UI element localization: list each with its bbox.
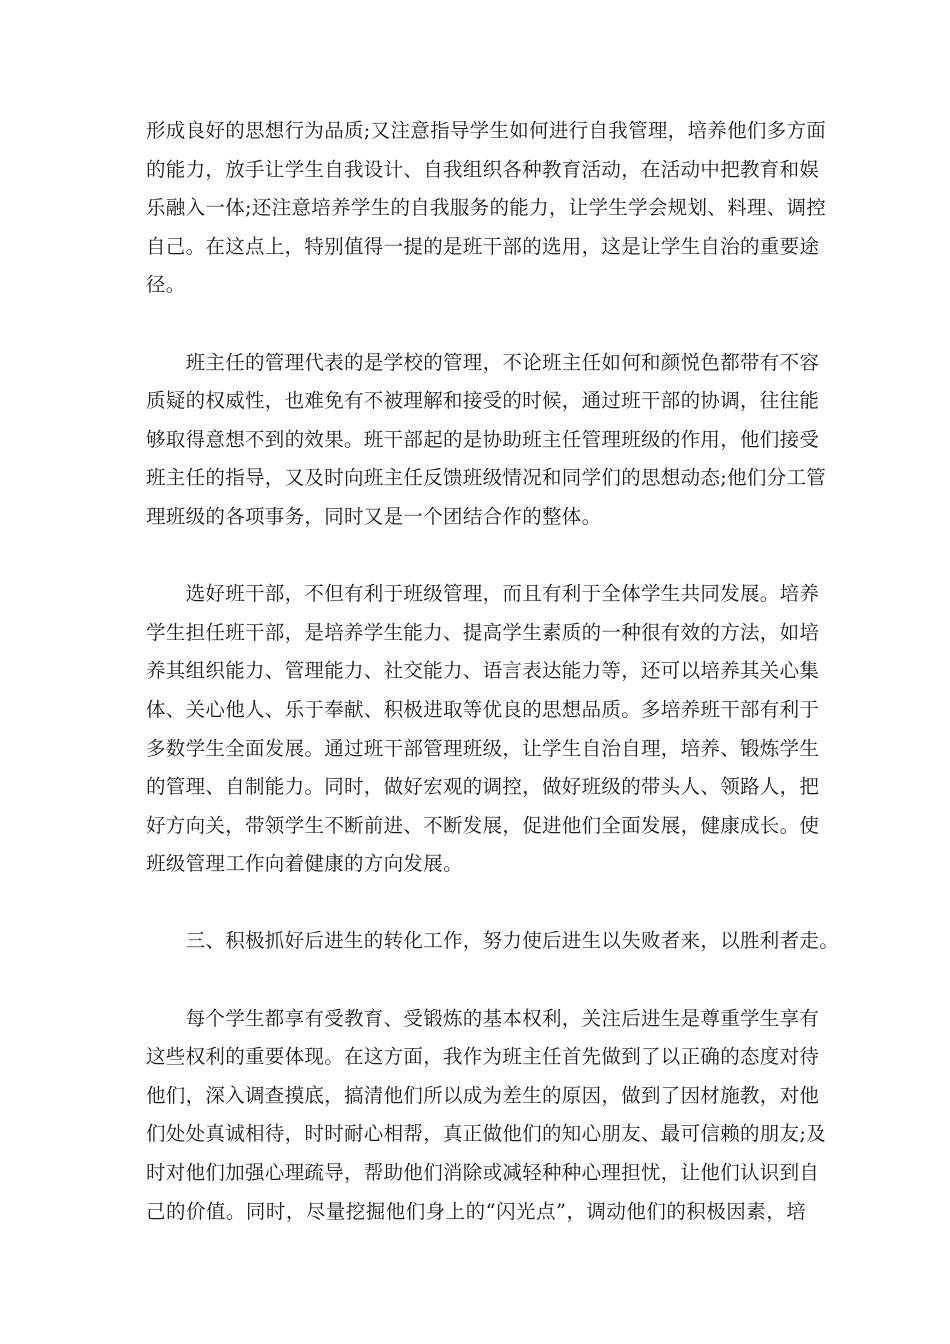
text-line: 班主任的指导，又及时向班主任反馈班级情况和同学们的思想动态;他们分工管: [146, 466, 827, 490]
text-line: 的管理、自制能力。同时，做好宏观的调控，做好班级的带头人、领路人，把: [146, 775, 820, 799]
text-line: 好方向关，带领学生不断前进、不断发展，促进他们全面发展，健康成长。使: [146, 813, 820, 837]
text-line: 自己。在这点上，特别值得一提的是班干部的选用，这是让学生自治的重要途: [146, 234, 820, 258]
text-line: 多数学生全面发展。通过班干部管理班级，让学生自治自理，培养、锻炼学生: [146, 736, 820, 760]
paragraph-spacer: [146, 537, 806, 576]
text-line: 径。: [146, 273, 186, 297]
paragraph-3: [146, 575, 820, 884]
text-line: 他们，深入调查摸底，搞清他们所以成为差生的原因，做到了因材施教，对他: [146, 1083, 820, 1107]
paragraph-1: [146, 112, 827, 305]
text-line: 时对他们加强心理疏导，帮助他们消除或减轻种种心理担忧，让他们认识到自: [146, 1161, 820, 1185]
text-line: 质疑的权威性，也难免有不被理解和接受的时候，通过班干部的协调，往往能: [146, 389, 820, 413]
text-line: 班主任的管理代表的是学校的管理，不论班主任如何和颜悦色都带有不容: [146, 350, 820, 374]
section-heading: [146, 922, 840, 961]
text-line: 选好班干部，不但有利于班级管理，而且有利于全体学生共同发展。培养: [146, 582, 820, 606]
text-line: 每个学生都享有受教育、受锻炼的基本权利，关注后进生是尊重学生享有: [146, 1006, 820, 1030]
heading-line: 三、积极抓好后进生的转化工作，努力使后进生以失败者来，以胜利者走。: [146, 929, 840, 953]
document-page: [146, 112, 840, 1231]
paragraph-spacer: [146, 884, 806, 923]
text-line: 己的价值。同时，尽量挖掘他们身上的“闪光点”，调动他们的积极因素，培: [146, 1199, 806, 1223]
text-line: 体、关心他人、乐于奉献、积极进取等优良的思想品质。多培养班干部有利于: [146, 697, 820, 721]
text-line: 形成良好的思想行为品质;又注意指导学生如何进行自我管理，培养他们多方面: [146, 119, 827, 142]
text-line: 的能力，放手让学生自我设计、自我组织各种教育活动，在活动中把教育和娱: [146, 157, 820, 181]
text-line: 理班级的各项事务，同时又是一个团结合作的整体。: [146, 504, 602, 528]
text-line: 班级管理工作向着健康的方向发展。: [146, 852, 463, 876]
text-line: 养其组织能力、管理能力、社交能力、语言表达能力等，还可以培养其关心集: [146, 659, 820, 683]
text-line: 学生担任班干部，是培养学生能力、提高学生素质的一种很有效的方法，如培: [146, 620, 820, 644]
text-line: 这些权利的重要体现。在这方面，我作为班主任首先做到了以正确的态度对待: [146, 1045, 820, 1069]
paragraph-5: [146, 1000, 827, 1232]
paragraph-2: [146, 344, 827, 537]
text-line: 乐融入一体;还注意培养学生的自我服务的能力，让学生学会规划、料理、调控: [146, 196, 827, 220]
text-line: 们处处真诚相待，时时耐心相帮，真正做他们的知心朋友、最可信赖的朋友;及: [146, 1122, 827, 1146]
paragraph-spacer: [146, 961, 806, 1000]
paragraph-spacer: [146, 305, 806, 344]
text-line: 够取得意想不到的效果。班干部起的是协助班主任管理班级的作用，他们接受: [146, 427, 820, 451]
